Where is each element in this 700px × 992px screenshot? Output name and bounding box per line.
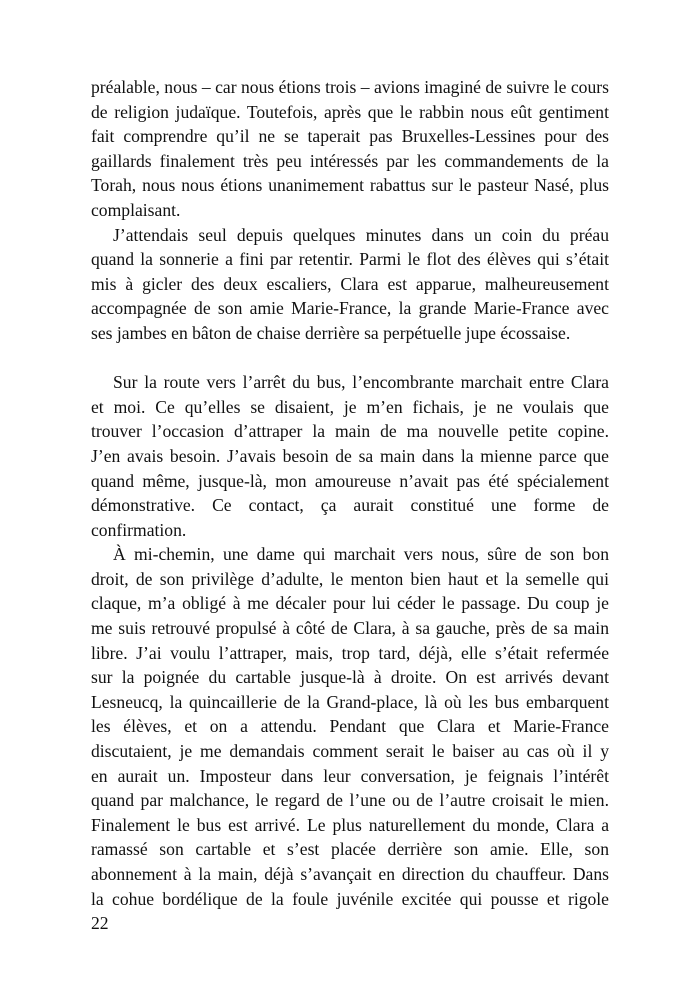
page-body (91, 75, 609, 911)
page-number: 22 (91, 913, 109, 933)
text-line: complaisant. (91, 199, 181, 220)
text-line: sur la poignée du cartable jusque-là à droite. On est arrivés devant (91, 667, 609, 688)
text-line: À mi-chemin, une dame qui marchait vers nous, sûre de son bon (113, 544, 609, 565)
text-line: abonnement à la main, déjà s’avançait en direction du chauffeur. Dans (91, 864, 609, 884)
text-line: J’attendais seul depuis quelques minutes dans un coin du préau (113, 224, 609, 245)
paragraph-3 (91, 370, 609, 542)
text-line: confirmation. (91, 519, 187, 540)
text-line: ses jambes en bâton de chaise derrière sa perpétuelle jupe écossaise. (91, 322, 571, 343)
text-line: J’en avais besoin. J’avais besoin de sa main dans la mienne parce que (91, 445, 609, 466)
text-line: et moi. Ce qu’elles se disaient, je m’en fichais, je ne voulais que (91, 396, 609, 417)
text-line: quand par malchance, le regard de l’une ou de l’autre croisait le mien. (91, 790, 609, 811)
paragraph-4 (91, 542, 609, 911)
paragraph-2 (91, 223, 609, 346)
text-line: en aurait un. Imposteur dans leur conversation, je feignais l’intérêt (91, 765, 609, 786)
text-line: accompagnée de son amie Marie-France, la grande Marie-France avec (91, 298, 609, 319)
text-line: Finalement le bus est arrivé. Le plus naturellement du monde, Clara a (91, 814, 609, 835)
text-line: quand même, jusque-là, mon amoureuse n’avait pas été spécialement (91, 470, 609, 491)
paragraph-1 (91, 75, 609, 223)
text-line: les élèves, et on a attendu. Pendant que Clara et Marie-France (91, 716, 609, 737)
text-line: mis à gicler des deux escaliers, Clara est apparue, malheureusement (91, 273, 609, 294)
text-line: ramassé son cartable et s’est placée derrière son amie. Elle, son (91, 839, 609, 860)
text-line: trouver l’occasion d’attraper la main de ma nouvelle petite copine. (91, 421, 609, 442)
text-line: Torah, nous nous étions unanimement rabattus sur le pasteur Nasé, plus (91, 175, 609, 196)
text-line: quand la sonnerie a fini par retentir. Parmi le flot des élèves qui s’était (91, 249, 609, 270)
text-line: fait comprendre qu’il ne se taperait pas Bruxelles-Lessines pour des (91, 126, 609, 147)
text-line: Sur la route vers l’arrêt du bus, l’encombrante marchait entre Clara (113, 372, 609, 393)
text-line: démonstrative. Ce contact, ça aurait constitué une forme de (91, 495, 609, 516)
text-line: me suis retrouvé propulsé à côté de Clara, à sa gauche, près de sa main (91, 618, 609, 639)
text-line: de religion judaïque. Toutefois, après que le rabbin nous eût gentiment (91, 101, 609, 122)
text-line: Lesneucq, la quincaillerie de la Grand-place, là où les bus embarquent (91, 691, 609, 712)
text-line: la cohue bordélique de la foule juvénile excitée qui pousse et rigole (91, 888, 609, 909)
text-line: claque, m’a obligé à me décaler pour lui céder le passage. Du coup je (91, 593, 609, 614)
text-line: gaillards finalement très peu intéressés par les commandements de la (91, 150, 609, 171)
paragraph-spacer (91, 346, 609, 371)
text-line: droit, de son privilège d’adulte, le menton bien haut et la semelle qui (91, 568, 609, 589)
text-line: libre. J’ai voulu l’attraper, mais, trop tard, déjà, elle s’était refermée (91, 642, 609, 663)
text-line: discutaient, je me demandais comment serait le baiser au cas où il y (91, 741, 609, 762)
text-line: préalable, nous – car nous étions trois – avions imaginé de suivre le cours (91, 77, 609, 97)
